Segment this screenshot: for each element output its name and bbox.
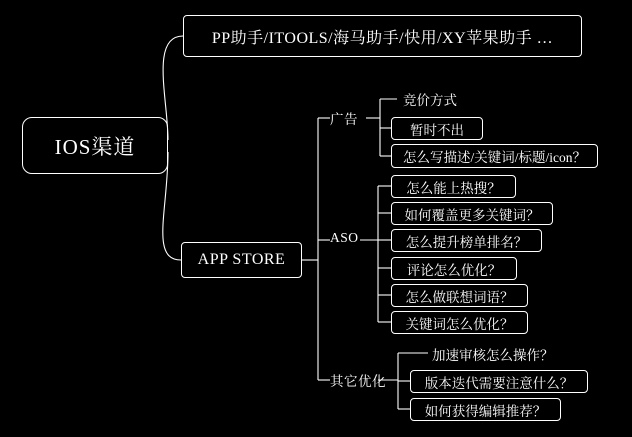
item-aso-hot-search[interactable] bbox=[391, 175, 516, 198]
label-category-ads[interactable] bbox=[330, 108, 358, 128]
item-ads-not-launched-text: 暂时不出 bbox=[410, 122, 464, 138]
item-ads-how-to-write-text: 怎么写描述/关键词/标题/icon？ bbox=[403, 150, 586, 165]
node-app-store[interactable] bbox=[181, 242, 302, 278]
node-app-store-label: APP STORE bbox=[197, 251, 286, 268]
item-aso-keyword-optimization-text: 关键词怎么优化？ bbox=[405, 316, 514, 332]
item-aso-associated-words[interactable] bbox=[391, 284, 528, 307]
item-aso-hot-search-text: 怎么能上热搜？ bbox=[406, 180, 501, 196]
item-ads-bidding[interactable] bbox=[403, 89, 457, 109]
item-other-version-iteration[interactable] bbox=[410, 370, 588, 393]
node-third-party-stores[interactable] bbox=[183, 15, 582, 57]
item-aso-ranking[interactable] bbox=[391, 229, 542, 252]
node-root[interactable] bbox=[22, 117, 168, 174]
label-category-ads-text: 广告 bbox=[330, 112, 358, 127]
node-third-party-stores-label: PP助手/ITOOLS/海马助手/快用/XY苹果助手 … bbox=[211, 29, 554, 47]
item-ads-not-launched[interactable] bbox=[391, 117, 483, 140]
item-aso-associated-words-text: 怎么做联想词语？ bbox=[405, 289, 514, 305]
item-other-expedited-review[interactable] bbox=[432, 344, 554, 364]
item-ads-how-to-write[interactable] bbox=[391, 144, 598, 168]
node-root-label: IOS渠道 bbox=[54, 134, 136, 159]
item-aso-ranking-text: 怎么提升榜单排名？ bbox=[405, 234, 528, 250]
item-other-editor-recommendation-text: 如何获得编辑推荐？ bbox=[424, 403, 547, 419]
label-category-other-text: 其它优化 bbox=[330, 374, 386, 389]
item-aso-more-keywords-text: 如何覆盖更多关键词？ bbox=[404, 207, 540, 223]
item-aso-keyword-optimization[interactable] bbox=[391, 311, 528, 334]
item-other-expedited-review-text: 加速审核怎么操作？ bbox=[432, 348, 554, 363]
item-aso-more-keywords[interactable] bbox=[391, 202, 553, 225]
label-category-other[interactable] bbox=[330, 370, 386, 390]
item-aso-reviews[interactable] bbox=[391, 257, 517, 280]
label-category-aso-text: ASO bbox=[330, 230, 359, 245]
item-ads-bidding-text: 竞价方式 bbox=[403, 93, 457, 108]
label-category-aso[interactable] bbox=[330, 230, 359, 246]
item-other-editor-recommendation[interactable] bbox=[410, 398, 561, 421]
item-aso-reviews-text: 评论怎么优化？ bbox=[406, 262, 502, 278]
item-other-version-iteration-text: 版本迭代需要注意什么？ bbox=[424, 375, 574, 391]
